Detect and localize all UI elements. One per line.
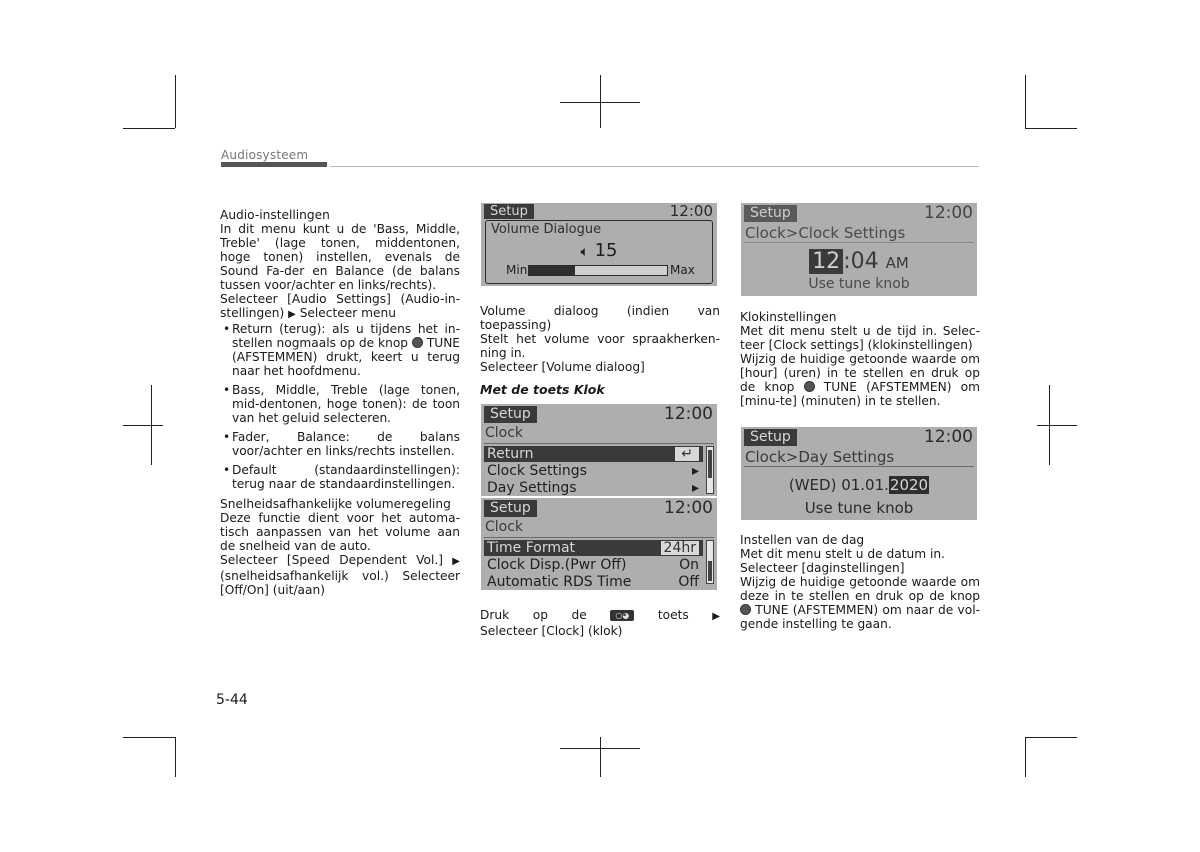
clock-section-heading: Met de toets Klok <box>480 382 605 397</box>
right-column-day-text <box>740 533 980 631</box>
knob-icon <box>804 381 815 392</box>
max-label: Max <box>670 263 695 277</box>
screen-title: Clock>Day Settings <box>745 448 895 466</box>
volume-dialog-title: Volume Dialogue <box>491 222 602 237</box>
vol-select-text: Selecteer [Volume dialoog] <box>480 360 645 374</box>
ampm-value: AM <box>885 254 909 272</box>
chevron-right-icon: ▸ <box>691 463 699 479</box>
crop-mark <box>1049 385 1050 465</box>
list-item: • Default (standaardinstellingen): terug naar de standaardinstellingen. <box>220 463 460 491</box>
crop-mark <box>123 425 163 426</box>
menu-item-return[interactable]: Return ↵ <box>484 446 703 462</box>
setup-badge: Setup <box>744 205 797 222</box>
crop-mark <box>123 737 175 738</box>
setup-badge: Setup <box>484 204 534 219</box>
hour-value[interactable]: 12 <box>809 249 843 274</box>
knob-icon <box>740 604 751 615</box>
setup-badge: Setup <box>484 406 537 423</box>
speed-select-text: Selecteer [Speed Dependent Vol.] ▶ (snelheidsafhankelijk vol.) Selecteer [Off/On] (uit/aan) <box>220 553 460 597</box>
list-item: • Bass, Middle, Treble (lage tonen, mid-dentonen, hoge tonen): de toon van het geluid selecteren. <box>220 383 460 425</box>
minute-value[interactable]: 04 <box>850 249 879 274</box>
vol-text: Stelt het volume voor spraakherken-ning in. <box>480 332 720 360</box>
vol-heading: Volume dialoog (indien van toepassing) <box>480 304 720 332</box>
crop-mark <box>1037 425 1077 426</box>
speaker-icon: 🔈︎ <box>580 244 589 260</box>
date-display <box>741 476 977 494</box>
setup-badge: Setup <box>484 500 537 517</box>
crop-mark <box>600 75 601 128</box>
time-display: 12 :04 AM <box>741 249 977 276</box>
crop-mark <box>1025 737 1077 738</box>
crop-mark <box>1025 737 1026 777</box>
clock-time: 12:00 <box>664 498 713 518</box>
section-title: Audiosysteem <box>221 148 309 162</box>
clock-time: 12:00 <box>669 203 713 220</box>
klok-text: Met dit menu stelt u de tijd in. Selec-teer [Clock settings] (klokinstellingen) <box>740 324 980 352</box>
header-rule <box>330 166 979 167</box>
audio-heading: Audio-instellingen <box>220 208 330 222</box>
clock-time: 12:00 <box>924 203 973 223</box>
arrow-right-icon: ▶ <box>712 611 720 622</box>
hint-text: Use tune knob <box>808 276 910 292</box>
year-value[interactable]: 2020 <box>889 476 929 494</box>
audio-select-text: Selecteer [Audio Settings] (Audio-in-stellingen) ▶ Selecteer menu <box>220 292 460 320</box>
menu-title: Clock <box>485 519 524 535</box>
setup-badge: Setup <box>744 429 797 446</box>
day-heading: Instellen van de dag <box>740 533 865 547</box>
volume-bar-fill <box>529 266 575 275</box>
time-format-value: 24hr <box>661 541 699 555</box>
day-select-text: Selecteer [daginstellingen] <box>740 561 905 575</box>
clock-time: 12:00 <box>664 404 713 424</box>
day-text: Met dit menu stelt u de datum in. <box>740 547 945 561</box>
arrow-right-icon: ▶ <box>288 309 296 320</box>
crop-mark <box>175 75 176 128</box>
knob-icon <box>412 337 423 348</box>
scrollbar[interactable] <box>706 540 714 584</box>
menu-item-day-settings[interactable]: Day Settings ▸ <box>487 480 699 496</box>
list-item: • Fader, Balance: de balans voor/achter en links/rechts instellen. <box>220 430 460 458</box>
crop-mark <box>600 737 601 777</box>
min-label: Min <box>506 263 528 277</box>
menu-item-clock-settings[interactable]: Clock Settings ▸ <box>487 463 699 479</box>
mid-column-text <box>480 304 720 397</box>
day-change-text: Wijzig de huidige getoonde waarde om deze in te stellen en druk op de knop TUNE (AFSTEMMEN) om naar de vol-gende instelling te gaan. <box>740 575 980 631</box>
volume-screen <box>481 203 717 286</box>
menu-item-time-format[interactable]: Time Format 24hr <box>484 540 703 556</box>
right-column-clock-text <box>740 310 980 408</box>
chevron-right-icon: ▸ <box>691 480 699 496</box>
press-clock-text: Druk op de ○◕ toets ▶ Selecteer [Clock] (klok) <box>480 608 720 638</box>
scrollbar[interactable] <box>706 446 714 494</box>
crop-mark <box>1025 75 1026 128</box>
date-prefix: (WED) 01.01. <box>788 476 889 494</box>
menu-item-rds-time[interactable]: Automatic RDS Time Off <box>487 574 699 590</box>
klok-heading: Klokinstellingen <box>740 310 837 324</box>
crop-mark <box>123 128 175 129</box>
volume-dialog-box <box>485 220 713 284</box>
speed-heading: Snelheidsafhankelijke volumeregeling <box>220 497 451 511</box>
audio-text: In dit menu kunt u de 'Bass, Middle, Treble' (lage tonen, middentonen, hoge tonen) instellen, evenals de Sound Fa-der en Balance (de balans tussen voor/achter en links/rechts). <box>220 222 460 292</box>
menu-title: Clock <box>485 425 524 441</box>
menu-item-clock-disp[interactable]: Clock Disp.(Pwr Off) On <box>487 557 699 573</box>
header-bar <box>221 162 327 167</box>
clock-format-screen <box>481 498 717 590</box>
volume-level: 🔈︎ 15 <box>580 240 618 261</box>
clock-key-icon: ○◕ <box>610 610 634 621</box>
left-column <box>220 208 460 597</box>
clock-menu-screen <box>481 404 717 496</box>
crop-mark <box>151 385 152 465</box>
volume-bar <box>528 265 668 276</box>
day-settings-screen <box>741 427 977 520</box>
crop-mark <box>175 737 176 777</box>
crop-mark <box>1025 128 1077 129</box>
return-icon: ↵ <box>675 447 699 461</box>
clock-settings-screen <box>741 203 977 296</box>
hint-text: Use tune knob <box>804 499 914 517</box>
list-item: • Return (terug): als u tijdens het in-stellen nogmaals op de knop TUNE (AFSTEMMEN) drukt, keert u terug naar het hoofdmenu. <box>220 322 460 378</box>
arrow-right-icon: ▶ <box>452 556 460 567</box>
klok-select-text: Wijzig de huidige getoonde waarde om [hour] (uren) in te stellen en druk op de knop TUNE (AFSTEMMEN) om [minu-te] (minuten) in te stellen. <box>740 352 981 408</box>
screen-title: Clock>Clock Settings <box>745 224 906 242</box>
speed-text: Deze functie dient voor het automa-tisch aanpassen van het volume aan de snelheid van de auto. <box>220 511 460 553</box>
clock-time: 12:00 <box>924 427 973 447</box>
mid-column-press-text <box>480 608 720 638</box>
page-number: 5-44 <box>216 692 248 708</box>
